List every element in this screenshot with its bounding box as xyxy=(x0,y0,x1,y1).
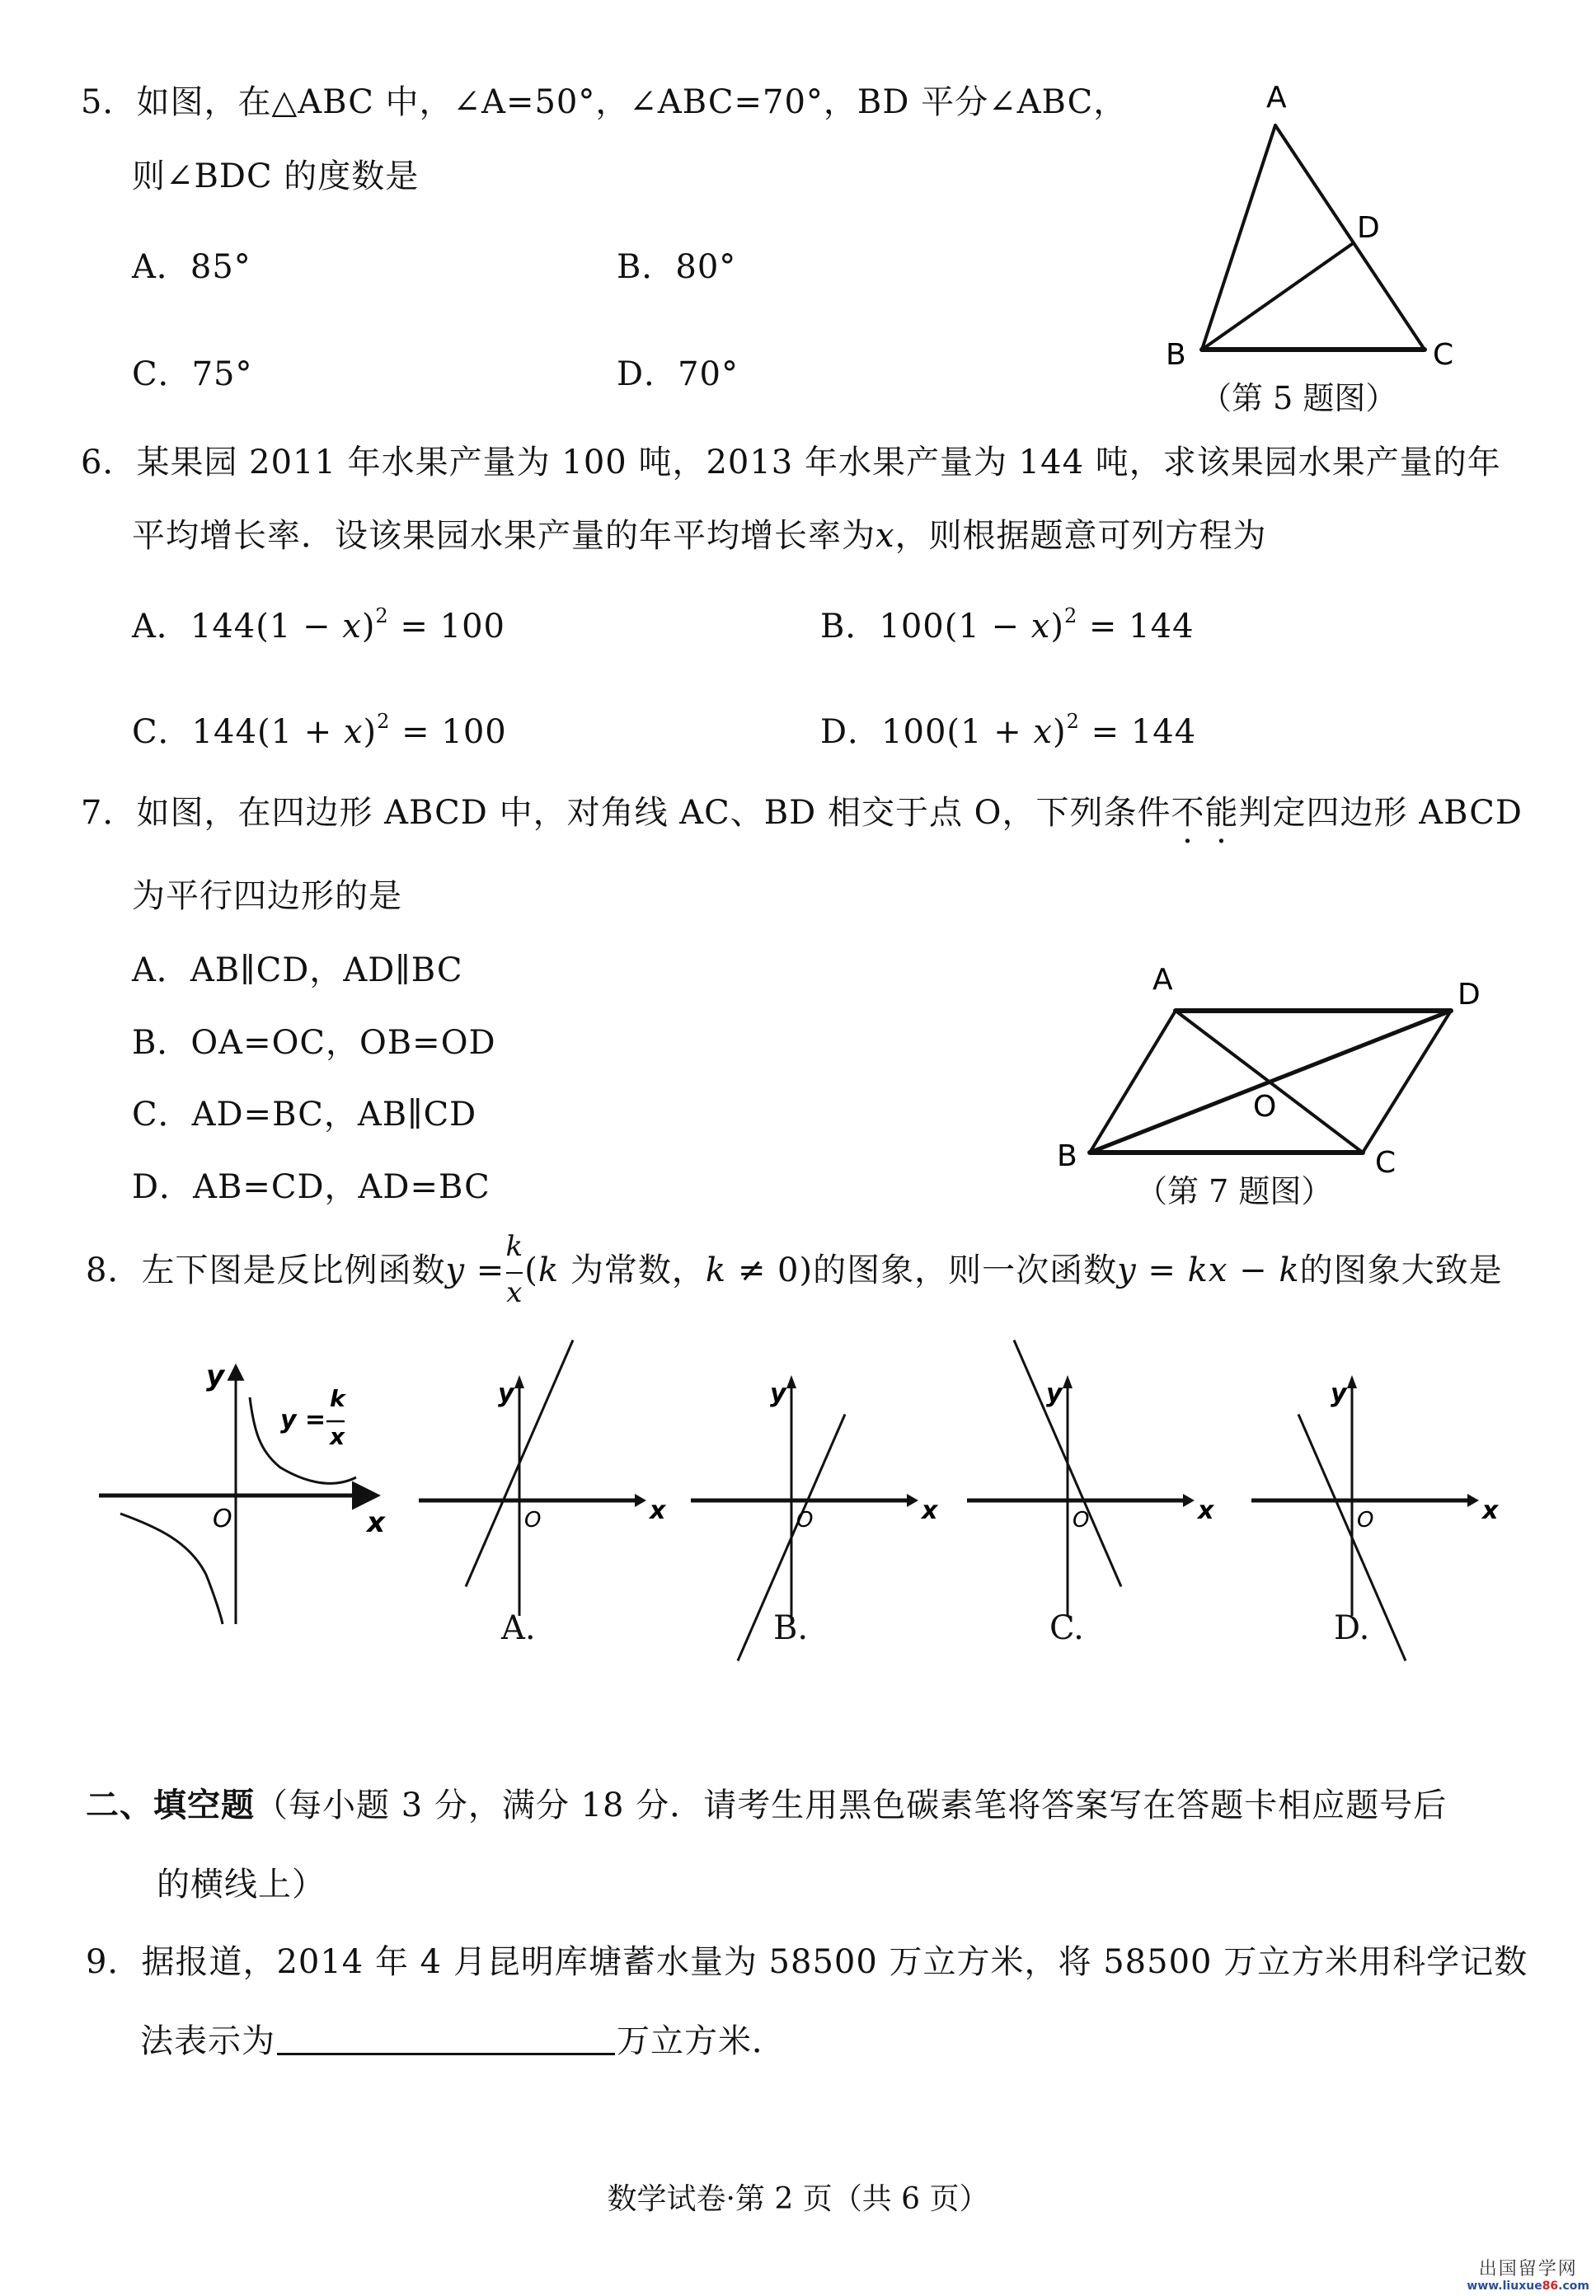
x-axis-label: x xyxy=(1482,1496,1499,1525)
q7-side-dc xyxy=(1363,1011,1451,1153)
curve-label-num: k xyxy=(330,1385,345,1412)
q5-stem-line1: 5．如图，在△ABC 中，∠A=50°，∠ABC=70°，BD 平分∠ABC， xyxy=(81,83,1128,121)
q8-choice-graph-d xyxy=(1245,1369,1525,1649)
option-rhs: = 144 xyxy=(1077,608,1195,646)
watermark-url xyxy=(1467,2280,1589,2293)
watermark-title: 出国留学网 xyxy=(1478,2259,1578,2280)
q8-choice-label-c: C. xyxy=(1049,1609,1084,1647)
q5-label-d: D xyxy=(1357,211,1380,245)
q7-option-a: A．AB∥CD，AD∥BC xyxy=(132,951,463,989)
section2-description-line2: 的横线上） xyxy=(157,1866,326,1904)
option-var: x xyxy=(1030,608,1051,646)
q7-stem-line2: 为平行四边形的是 xyxy=(132,877,402,915)
q7-label-b: B xyxy=(1057,1139,1077,1173)
q7-option-b: B．OA=OC，OB=OD xyxy=(132,1024,496,1062)
q7-option-d: D．AB=CD，AD=BC xyxy=(132,1168,491,1206)
option-expr: ) xyxy=(1050,608,1064,646)
x-axis-label: x xyxy=(922,1496,938,1525)
origin-label: O xyxy=(1073,1508,1090,1533)
option-expr: 144(1 − xyxy=(190,608,343,646)
q7-label-c: C xyxy=(1375,1146,1396,1180)
q8-reference-graph xyxy=(82,1352,412,1632)
q8-choice-label-b: B. xyxy=(773,1609,809,1647)
q7-stem-text-end: 判定四边形 ABCD xyxy=(1238,794,1523,832)
option-var: x xyxy=(1033,713,1053,751)
option-label: C． xyxy=(132,713,192,751)
q5-stem-line2: 则∠BDC 的度数是 xyxy=(132,157,420,195)
option-var: x xyxy=(343,713,364,751)
q9-stem-line1: 9．据报道，2014 年 4 月昆明库塘蓄水量为 58500 万立方米，将 58500 万立方米用科学记数 xyxy=(86,1943,1528,1981)
origin-label: O xyxy=(796,1508,814,1533)
q9-stem-text: 法表示为 xyxy=(140,2022,275,2060)
y-axis-label: y xyxy=(1046,1379,1063,1408)
option-rhs: = 100 xyxy=(388,608,505,646)
option-expr: ) xyxy=(363,713,378,751)
section2-header xyxy=(86,1786,1447,1825)
watermark-url-part: www.liuxue xyxy=(1467,2280,1542,2293)
option-exponent: 2 xyxy=(377,710,391,733)
q8-stem-text: 8．左下图是反比例函数 xyxy=(86,1251,446,1289)
fraction-bar xyxy=(506,1272,523,1274)
y-axis-arrow xyxy=(1347,1375,1357,1388)
q8-k: k xyxy=(537,1251,560,1289)
y-axis-label: y xyxy=(1331,1379,1347,1408)
q8-linear-function: y = kx − k xyxy=(1117,1251,1300,1289)
option-exponent: 2 xyxy=(375,604,389,627)
option-expr: 100(1 − xyxy=(879,608,1031,646)
q9-stem-text-end: 万立方米． xyxy=(617,2022,786,2060)
q7-label-o: O xyxy=(1253,1090,1277,1124)
q8-choice-graph-c xyxy=(960,1369,1241,1649)
q5-option-c: C．75° xyxy=(132,355,253,393)
page-footer: 数学试卷·第 2 页（共 6 页） xyxy=(607,2182,989,2216)
q5-option-d: D．70° xyxy=(617,355,739,393)
x-axis-arrow xyxy=(907,1494,918,1507)
q8-choice-graph-b xyxy=(684,1369,965,1649)
y-axis-arrow xyxy=(514,1375,524,1388)
section2-description: （每小题 3 分，满分 18 分．请考生用黑色碳素笔将答案写在答题卡相应题号后 xyxy=(255,1787,1448,1824)
y-axis-label: y xyxy=(206,1359,225,1392)
q5-label-a: A xyxy=(1266,81,1287,115)
q7-diagonal-bd xyxy=(1090,1011,1451,1153)
x-axis-arrow xyxy=(1467,1494,1479,1507)
q9-stem-line2 xyxy=(140,2021,786,2061)
q7-label-a: A xyxy=(1152,963,1173,997)
q6-stem-line1: 6．某果园 2011 年水果产量为 100 吨，2013 年水果产量为 144 吨，求该果园水果产量的年 xyxy=(81,444,1501,481)
option-rhs: = 144 xyxy=(1079,713,1197,751)
q5-option-b: B．80° xyxy=(617,248,737,286)
option-rhs: = 100 xyxy=(390,713,507,751)
q8-stem-text-end: 的图象大致是 xyxy=(1299,1251,1503,1289)
q6-stem-text: 平均增长率．设该果园水果产量的年平均增长率为 xyxy=(132,517,875,555)
x-axis-label: x xyxy=(650,1496,666,1525)
option-label: A． xyxy=(132,608,190,646)
section2-title: 二、填空题 xyxy=(86,1786,255,1824)
origin-label: O xyxy=(213,1505,232,1533)
q7-figure-caption: （第 7 题图） xyxy=(1136,1173,1333,1209)
option-expr: ) xyxy=(1053,713,1067,751)
q8-paren: ( xyxy=(524,1251,538,1289)
q8-choice-label-a: A. xyxy=(501,1609,536,1647)
q7-emphasis-bu: 不 xyxy=(1171,794,1205,832)
q8-choice-label-d: D. xyxy=(1334,1609,1370,1647)
origin-label: O xyxy=(524,1508,542,1533)
option-exponent: 2 xyxy=(1063,604,1078,627)
q7-side-ab xyxy=(1090,1011,1176,1153)
q8-stem-text: 为常数， xyxy=(559,1251,706,1289)
fraction-denominator: x xyxy=(506,1276,523,1309)
option-expr: 100(1 + xyxy=(881,713,1034,751)
q5-label-b: B xyxy=(1166,338,1186,372)
option-label: B． xyxy=(820,608,880,646)
q5-option-a: A．85° xyxy=(132,248,251,286)
watermark-url-part: 86 xyxy=(1542,2280,1559,2293)
x-axis-arrow xyxy=(1183,1494,1195,1507)
q8-fraction xyxy=(505,1230,524,1309)
hyperbola-branch-q3 xyxy=(120,1514,223,1624)
curve-label-den: x xyxy=(330,1423,345,1450)
y-axis-arrow xyxy=(786,1375,796,1388)
option-expr: 144(1 + xyxy=(191,713,344,751)
q8-stem-text: ≠ 0)的图象，则一次函数 xyxy=(726,1251,1118,1289)
q6-variable-x: x xyxy=(875,517,895,555)
q7-label-d: D xyxy=(1458,978,1481,1012)
x-axis-label: x xyxy=(1198,1496,1214,1525)
x-axis-arrow xyxy=(635,1494,646,1507)
option-label: D． xyxy=(820,713,882,751)
watermark-url-part: .com xyxy=(1558,2280,1589,2293)
y-axis-label: y xyxy=(770,1379,786,1408)
fraction-numerator: k xyxy=(505,1230,524,1263)
watermark xyxy=(1467,2260,1589,2293)
x-axis-label: x xyxy=(367,1506,385,1539)
q7-stem-text: 7．如图，在四边形 ABCD 中，对角线 AC、BD 相交于点 O，下列条件 xyxy=(81,794,1171,832)
q7-emphasis-neng: 能 xyxy=(1204,794,1239,832)
q5-figure-caption: （第 5 题图） xyxy=(1200,380,1397,416)
option-exponent: 2 xyxy=(1066,710,1080,733)
q8-k: k xyxy=(705,1251,727,1289)
q7-option-c: C．AD=BC，AB∥CD xyxy=(132,1096,477,1134)
q5-label-c: C xyxy=(1433,338,1454,372)
option-expr: ) xyxy=(361,608,376,646)
option-var: x xyxy=(342,608,362,646)
q8-stem xyxy=(86,1230,1503,1309)
q9-answer-blank[interactable] xyxy=(277,2021,615,2055)
origin-label: O xyxy=(1357,1508,1374,1533)
y-axis-label: y xyxy=(498,1379,514,1408)
q6-stem-text-end: ，则根据题意可列方程为 xyxy=(894,517,1267,555)
q8-y-equals: y = xyxy=(445,1251,505,1289)
q8-choice-graph-a xyxy=(412,1369,692,1649)
curve-label-lhs: y = xyxy=(280,1406,326,1434)
y-axis-arrow xyxy=(1063,1375,1073,1388)
